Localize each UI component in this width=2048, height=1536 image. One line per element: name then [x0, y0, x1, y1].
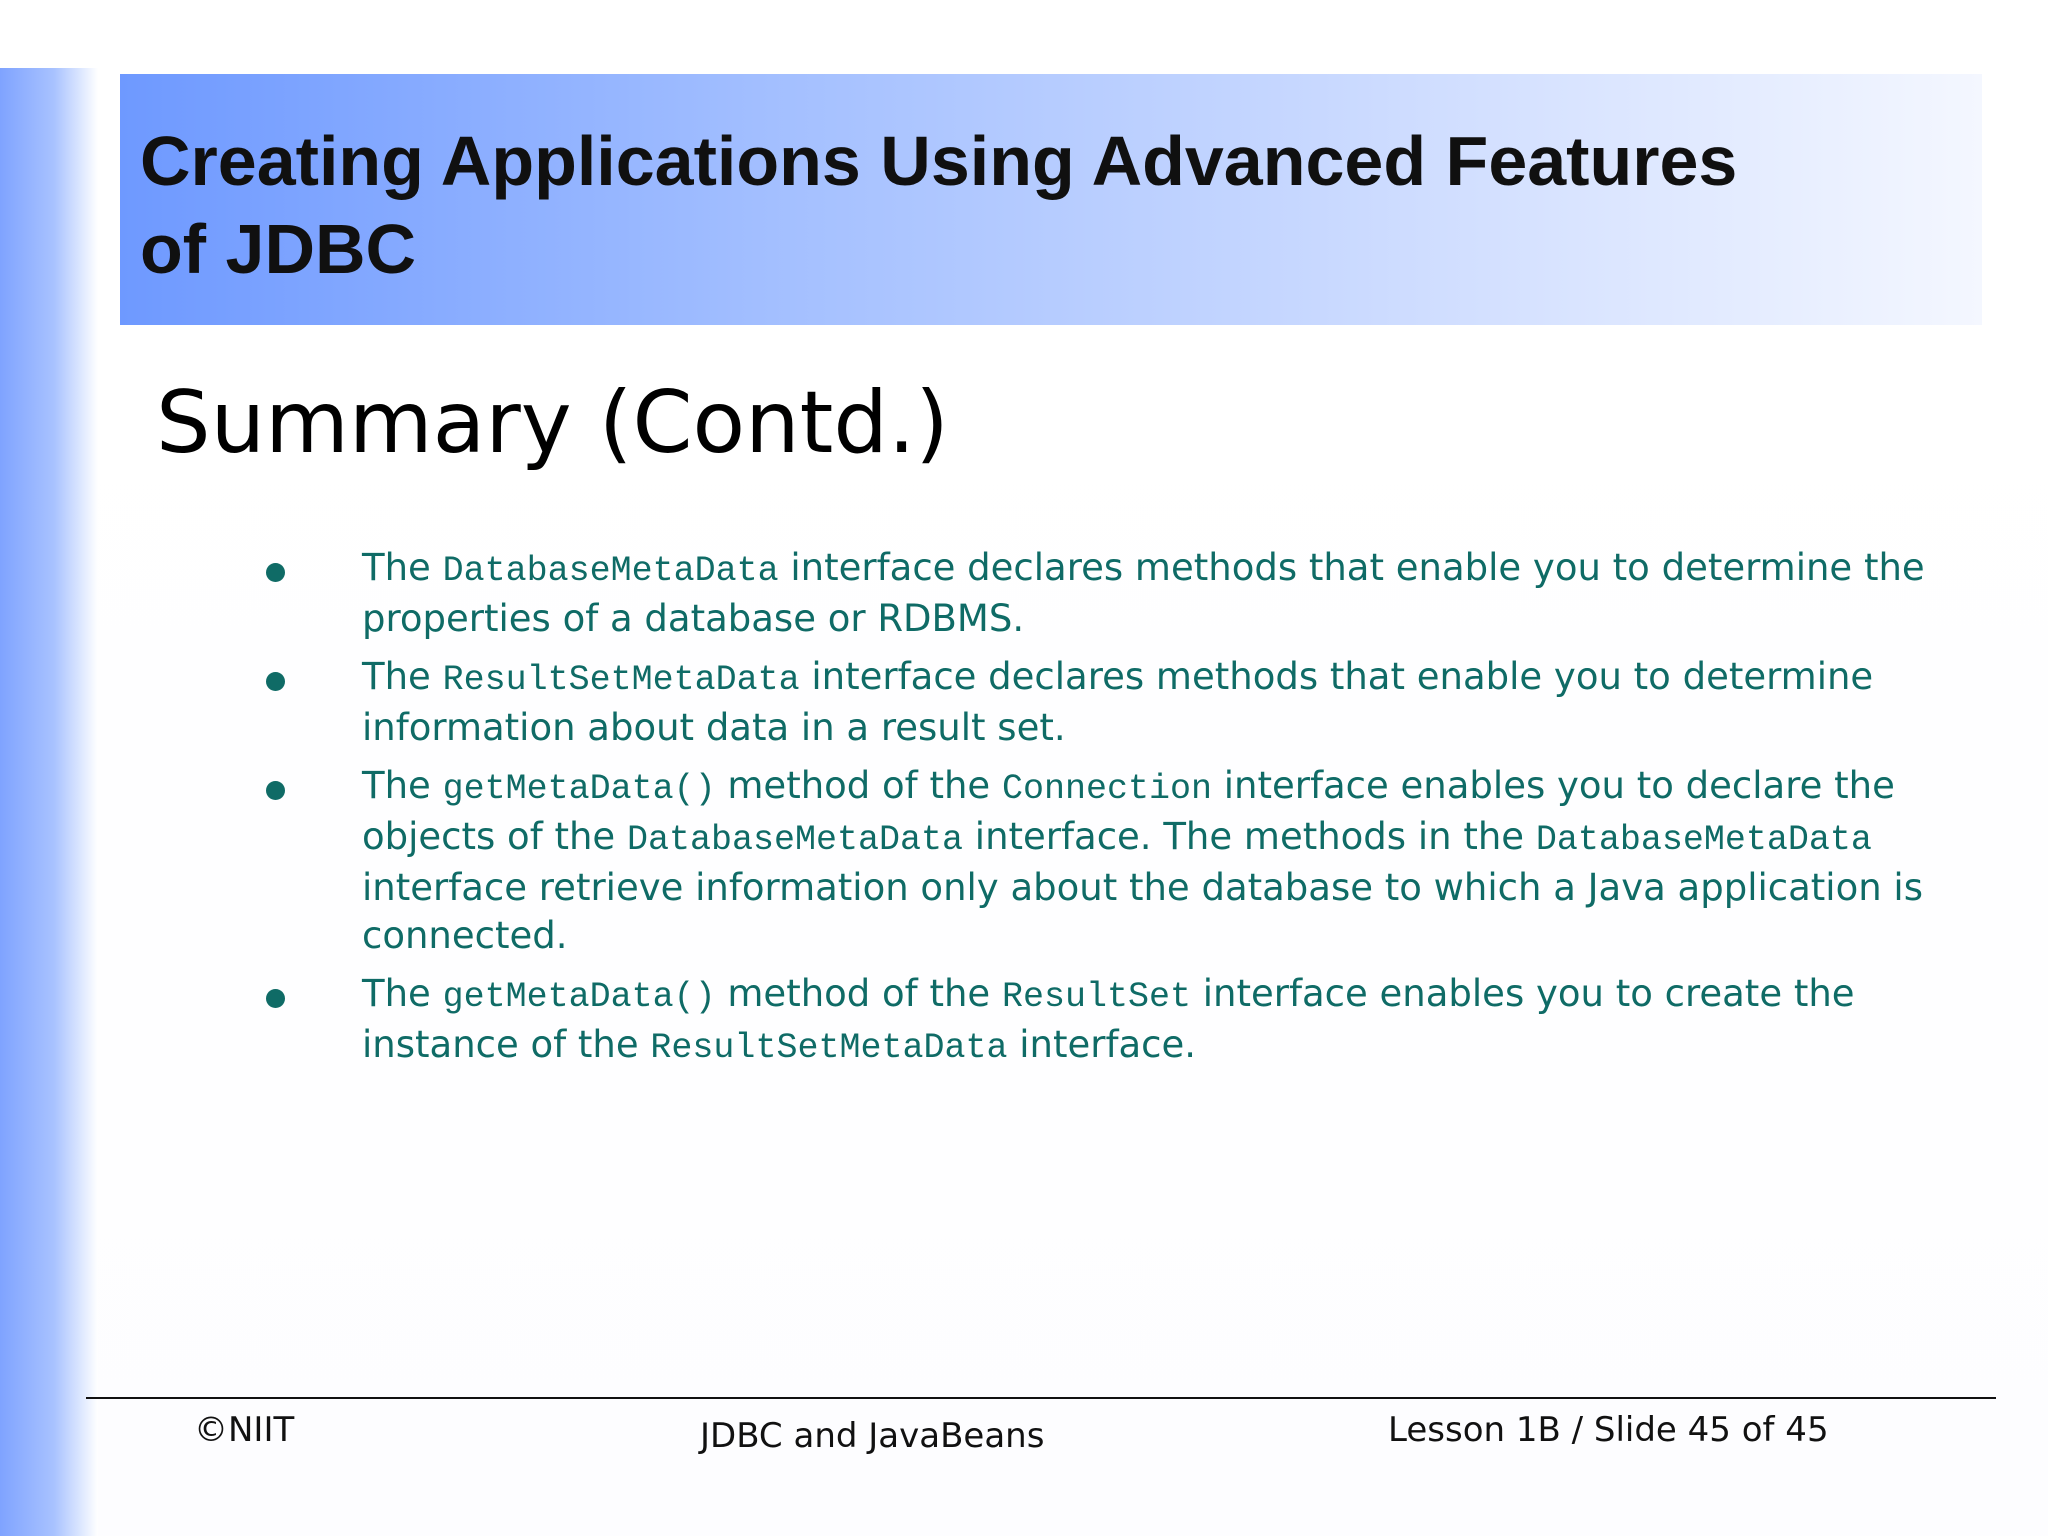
slide-title-line-1: Creating Applications Using Advanced Features — [140, 122, 1738, 200]
slide-title-line-2: of JDBC — [140, 210, 417, 288]
footer-divider — [86, 1397, 1996, 1399]
footer-course-title: JDBC and JavaBeans — [700, 1416, 1045, 1456]
bullet-text: method of the — [715, 764, 1002, 807]
bullet-text: The — [362, 655, 443, 698]
bullet-item — [262, 970, 1942, 1072]
bullet-dot-icon — [266, 672, 285, 691]
bullet-dot-icon — [266, 989, 285, 1008]
bullet-text: interface retrieve information only about the database to which a Java application is connected. — [362, 866, 1923, 957]
footer-slide-number: Lesson 1B / Slide 45 of 45 — [1388, 1410, 1829, 1450]
bullet-item — [262, 544, 1942, 643]
bullet-text: The — [362, 764, 443, 807]
bullet-text: interface enables you to declare the objects of the — [362, 764, 1895, 858]
code-identifier: ResultSetMetaData — [650, 1028, 1008, 1068]
bullet-text: The — [362, 546, 443, 589]
code-identifier: DatabaseMetaData — [626, 820, 964, 860]
bullet-text: interface declares methods that enable you to determine the properties of a database or RDBMS. — [362, 546, 1925, 640]
code-identifier: getMetaData() — [442, 769, 716, 809]
slide-subtitle: Summary (Contd.) — [156, 373, 949, 473]
code-identifier: ResultSet — [1001, 977, 1191, 1017]
bullet-text: interface enables you to create the instance of the — [362, 972, 1855, 1066]
bullet-item — [262, 762, 1942, 960]
bullet-text: interface. The methods in the — [963, 815, 1536, 858]
bullet-list — [262, 544, 1942, 1082]
bullet-dot-icon — [266, 563, 285, 582]
title-band — [120, 74, 1982, 325]
bullet-text: interface declares methods that enable you to determine information about data in a result set. — [362, 655, 1874, 749]
slide-title — [140, 117, 1960, 293]
bullet-text: interface. — [1007, 1023, 1197, 1066]
code-identifier: Connection — [1001, 769, 1212, 809]
bullet-dot-icon — [266, 781, 285, 800]
code-identifier: ResultSetMetaData — [442, 660, 800, 700]
footer-copyright: ©NIIT — [194, 1410, 295, 1450]
left-decorative-bar — [0, 68, 98, 1536]
code-identifier: DatabaseMetaData — [442, 551, 779, 591]
bullet-text: The — [362, 972, 443, 1015]
bullet-item — [262, 653, 1942, 752]
code-identifier: getMetaData() — [442, 977, 716, 1017]
bullet-text: method of the — [715, 972, 1002, 1015]
code-identifier: DatabaseMetaData — [1535, 820, 1872, 860]
